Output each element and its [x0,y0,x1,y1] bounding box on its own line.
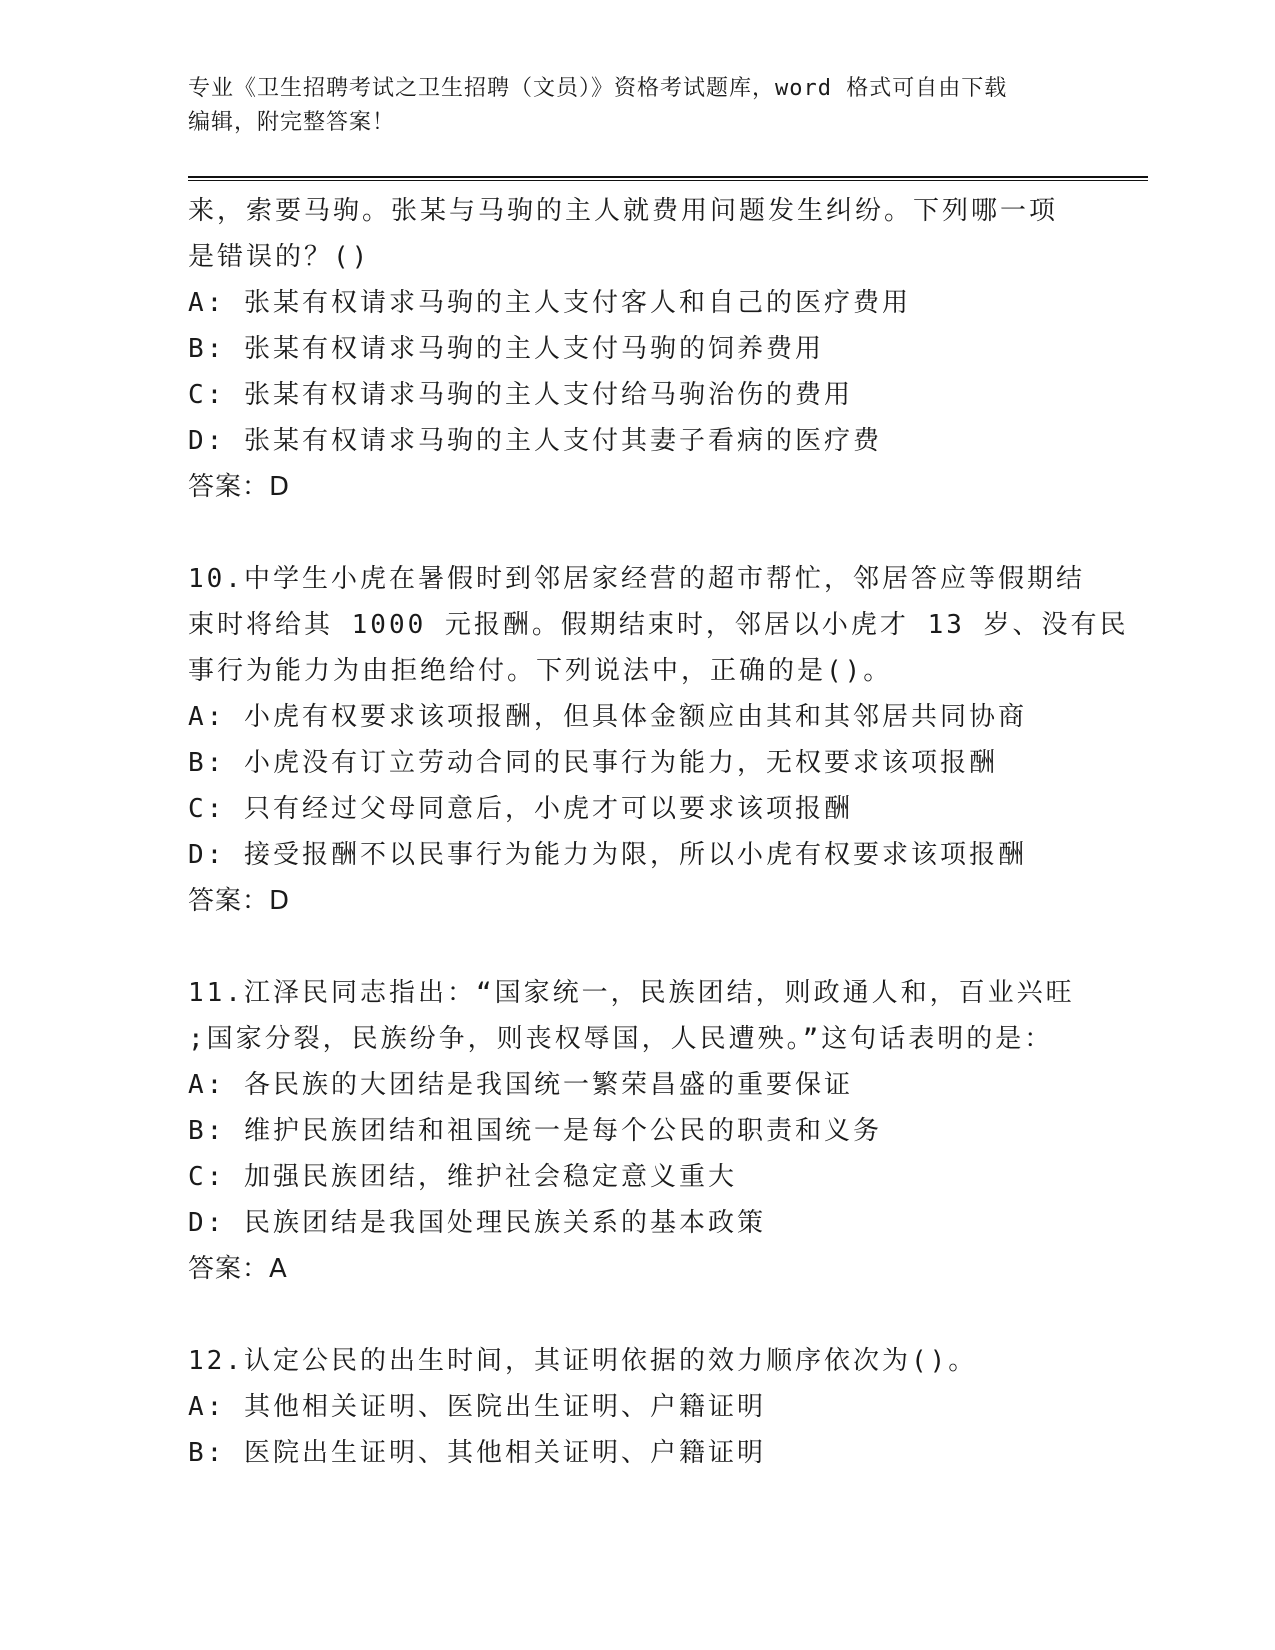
option-a: A: 各民族的大团结是我国统一繁荣昌盛的重要保证 [188,1070,853,1100]
option-b: B: 医院出生证明、其他相关证明、户籍证明 [188,1438,766,1468]
option-b: B: 小虎没有订立劳动合同的民事行为能力，无权要求该项报酬 [188,748,998,778]
option-a: A: 张某有权请求马驹的主人支付客人和自己的医疗费用 [188,288,911,318]
question-stem-line: 11.江泽民同志指出：“国家统一，民族团结，则政通人和，百业兴旺 [188,978,1075,1008]
question-stem-line: 来，索要马驹。张某与马驹的主人就费用问题发生纠纷。下列哪一项 [188,196,1059,226]
question-stem-line: 是错误的？() [188,242,371,272]
option-c: C: 只有经过父母同意后，小虎才可以要求该项报酬 [188,794,853,824]
question-stem-line: 12.认定公民的出生时间，其证明依据的效力顺序依次为()。 [188,1346,978,1376]
question-stem-line: 束时将给其 1000 元报酬。假期结束时，邻居以小虎才 13 岁、没有民 [188,610,1129,640]
question-list [188,188,1129,1476]
option-c: C: 加强民族团结，维护社会稳定意义重大 [188,1162,737,1192]
option-d: D: 民族团结是我国处理民族关系的基本政策 [188,1208,766,1238]
document-header [188,72,1088,140]
spacer [188,924,1108,970]
option-d: D: 接受报酬不以民事行为能力为限，所以小虎有权要求该项报酬 [188,840,1027,870]
question-10 [188,556,1129,924]
spacer [188,510,1108,556]
option-b: B: 维护民族团结和祖国统一是每个公民的职责和义务 [188,1116,882,1146]
answer-line: 答案：A [188,1254,288,1284]
option-a: A: 其他相关证明、医院出生证明、户籍证明 [188,1392,766,1422]
question-stem-line: 10.中学生小虎在暑假时到邻居家经营的超市帮忙，邻居答应等假期结 [188,564,1085,594]
spacer [188,1292,1108,1338]
option-c: C: 张某有权请求马驹的主人支付给马驹治伤的费用 [188,380,853,410]
option-a: A: 小虎有权要求该项报酬，但具体金额应由其和其邻居共同协商 [188,702,1027,732]
header-divider [188,176,1148,181]
header-line-2: 编辑，附完整答案！ [188,110,396,135]
question-stem-line: 事行为能力为由拒绝给付。下列说法中，正确的是()。 [188,656,893,686]
answer-line: 答案：D [188,886,291,916]
question-stem-line: ;国家分裂，民族纷争，则丧权辱国，人民遭殃。”这句话表明的是： [188,1024,1054,1054]
option-b: B: 张某有权请求马驹的主人支付马驹的饲养费用 [188,334,824,364]
answer-line: 答案：D [188,472,291,502]
header-line-1: 专业《卫生招聘考试之卫生招聘（文员）》资格考试题库，word 格式可自由下载 [188,76,1008,101]
question-9 [188,188,1108,510]
question-11 [188,970,1108,1292]
option-d: D: 张某有权请求马驹的主人支付其妻子看病的医疗费 [188,426,882,456]
question-12 [188,1338,1108,1476]
